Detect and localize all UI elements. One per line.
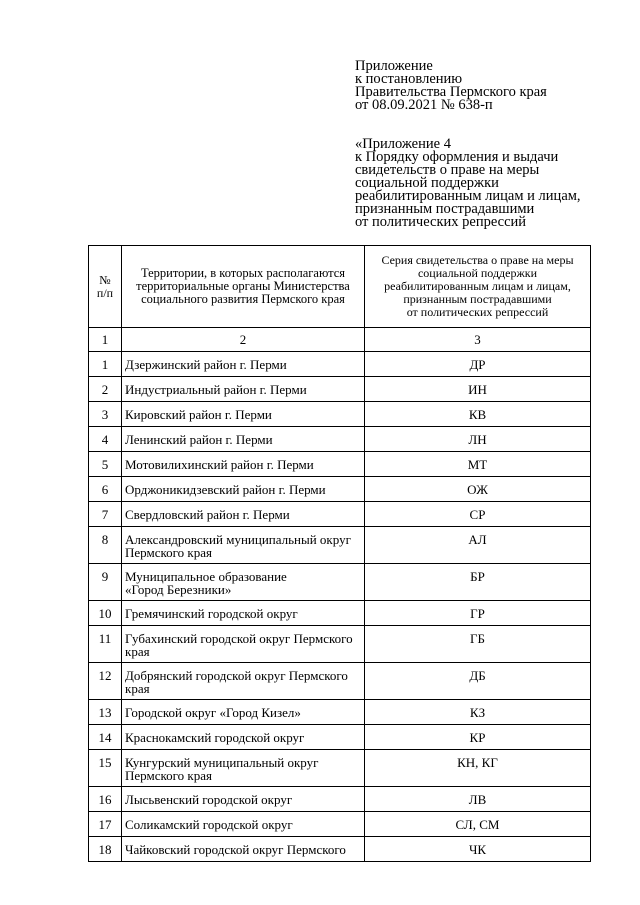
header-series-line: социальной поддержки — [417, 266, 538, 280]
table-row — [89, 427, 591, 452]
territory-line: Краснокамский городской округ — [125, 730, 305, 745]
series-code: СЛ, СМ — [365, 812, 591, 837]
territory-cell — [122, 452, 365, 477]
table-row — [89, 564, 591, 601]
series-code: ГР — [365, 601, 591, 626]
row-number: 6 — [89, 477, 122, 502]
certificate-series-table — [88, 245, 591, 862]
territory-line: Дзержинский район г. Перми — [125, 357, 287, 372]
appendix-line: свидетельств о праве на меры — [355, 162, 540, 178]
series-code: ЛВ — [365, 787, 591, 812]
territory-cell — [122, 663, 365, 700]
series-code: ГБ — [365, 626, 591, 663]
territory-line: Добрянский городской округ Пермского — [125, 668, 348, 683]
territory-cell — [122, 812, 365, 837]
territory-cell — [122, 527, 365, 564]
series-code: БР — [365, 564, 591, 601]
territory-line: «Город Березники» — [125, 582, 232, 597]
series-code: ЧК — [365, 837, 591, 862]
territory-cell — [122, 725, 365, 750]
table-row — [89, 377, 591, 402]
row-number: 16 — [89, 787, 122, 812]
territory-cell — [122, 352, 365, 377]
header-num-cell — [89, 246, 122, 328]
series-code: МТ — [365, 452, 591, 477]
series-code: КЗ — [365, 700, 591, 725]
series-code: СР — [365, 502, 591, 527]
row-number: 7 — [89, 502, 122, 527]
appendix-line: от политических репрессий — [355, 214, 527, 230]
header-num-line: № — [99, 272, 111, 287]
appendix-line: социальной поддержки — [355, 175, 499, 191]
column-number: 1 — [89, 328, 122, 352]
territory-line: Ленинский район г. Перми — [125, 432, 273, 447]
table-row — [89, 787, 591, 812]
territory-line: края — [125, 644, 150, 659]
row-number: 17 — [89, 812, 122, 837]
appendix-line: реабилитированным лицам и лицам, — [355, 188, 581, 204]
table-row — [89, 402, 591, 427]
table-row — [89, 477, 591, 502]
territory-cell — [122, 402, 365, 427]
row-number: 4 — [89, 427, 122, 452]
table-row — [89, 725, 591, 750]
row-number: 10 — [89, 601, 122, 626]
series-code: ИН — [365, 377, 591, 402]
series-code: КР — [365, 725, 591, 750]
territory-line: Муниципальное образование — [125, 569, 287, 584]
row-number: 9 — [89, 564, 122, 601]
territory-line: Городской округ «Город Кизел» — [125, 705, 301, 720]
territory-line: Гремячинский городской округ — [125, 606, 298, 621]
row-number: 14 — [89, 725, 122, 750]
table-row — [89, 663, 591, 700]
row-number: 11 — [89, 626, 122, 663]
territory-line: Орджоникидзевский район г. Перми — [125, 482, 326, 497]
row-number: 18 — [89, 837, 122, 862]
column-number: 2 — [122, 328, 365, 352]
territory-cell — [122, 837, 365, 862]
territory-cell — [122, 564, 365, 601]
territory-cell — [122, 601, 365, 626]
series-code: ДР — [365, 352, 591, 377]
header-line: к постановлению — [355, 71, 463, 87]
row-number: 1 — [89, 352, 122, 377]
row-number: 8 — [89, 527, 122, 564]
header-series-line: реабилитированным лицам и лицам, — [384, 279, 571, 293]
territory-cell — [122, 700, 365, 725]
row-number: 13 — [89, 700, 122, 725]
territory-line: края — [125, 681, 150, 696]
row-number: 12 — [89, 663, 122, 700]
territory-cell — [122, 377, 365, 402]
territory-cell — [122, 427, 365, 452]
header-territory-line: территориальные органы Министерства — [136, 279, 350, 293]
table-row — [89, 750, 591, 787]
territory-line: Пермского края — [125, 545, 212, 560]
header-line: Приложение — [355, 58, 433, 74]
territory-line: Кунгурский муниципальный округ — [125, 755, 319, 770]
header-series-line: от политических репрессий — [406, 305, 549, 319]
territory-cell — [122, 787, 365, 812]
territory-line: Индустриальный район г. Перми — [125, 382, 307, 397]
territory-line: Губахинский городской округ Пермского — [125, 631, 353, 646]
row-number: 15 — [89, 750, 122, 787]
appendix-line: «Приложение 4 — [355, 136, 451, 152]
territory-cell — [122, 626, 365, 663]
territory-line: Лысьвенский городской округ — [125, 792, 293, 807]
series-code: ДБ — [365, 663, 591, 700]
column-number: 3 — [365, 328, 591, 352]
table-row — [89, 812, 591, 837]
row-number: 2 — [89, 377, 122, 402]
table-row — [89, 502, 591, 527]
table-row — [89, 452, 591, 477]
territory-line: Александровский муниципальный округ — [125, 532, 351, 547]
header-territory-cell — [122, 246, 365, 328]
table-row — [89, 601, 591, 626]
header-series-cell — [365, 246, 591, 328]
header-territory-line: социального развития Пермского края — [141, 292, 345, 306]
series-code: КВ — [365, 402, 591, 427]
header-series-line: признанным пострадавшими — [403, 292, 552, 306]
header-series-line: Серия свидетельства о праве на меры — [381, 253, 574, 267]
table-header-row — [89, 246, 591, 328]
appendix-line: признанным пострадавшими — [355, 201, 535, 217]
appendix-line: к Порядку оформления и выдачи — [355, 149, 559, 165]
territory-cell — [122, 477, 365, 502]
territory-line: Соликамский городской округ — [125, 817, 293, 832]
territory-line: Пермского края — [125, 768, 212, 783]
table-row — [89, 352, 591, 377]
header-line: от 08.09.2021 № 638-п — [355, 97, 493, 113]
territory-cell — [122, 750, 365, 787]
column-numbering-row — [89, 328, 591, 352]
territory-line: Чайковский городской округ Пермского — [125, 842, 346, 857]
table-row — [89, 837, 591, 862]
series-code: КН, КГ — [365, 750, 591, 787]
series-code: ЛН — [365, 427, 591, 452]
row-number: 3 — [89, 402, 122, 427]
header-num-line: п/п — [96, 285, 114, 300]
territory-line: Мотовилихинский район г. Перми — [125, 457, 314, 472]
table-row — [89, 700, 591, 725]
table-row — [89, 527, 591, 564]
territory-line: Свердловский район г. Перми — [125, 507, 290, 522]
header-line: Правительства Пермского края — [355, 84, 547, 100]
table-row — [89, 626, 591, 663]
territory-line: Кировский район г. Перми — [125, 407, 272, 422]
series-code: ОЖ — [365, 477, 591, 502]
header-territory-line: Территории, в которых располагаются — [140, 266, 346, 280]
series-code: АЛ — [365, 527, 591, 564]
row-number: 5 — [89, 452, 122, 477]
territory-cell — [122, 502, 365, 527]
